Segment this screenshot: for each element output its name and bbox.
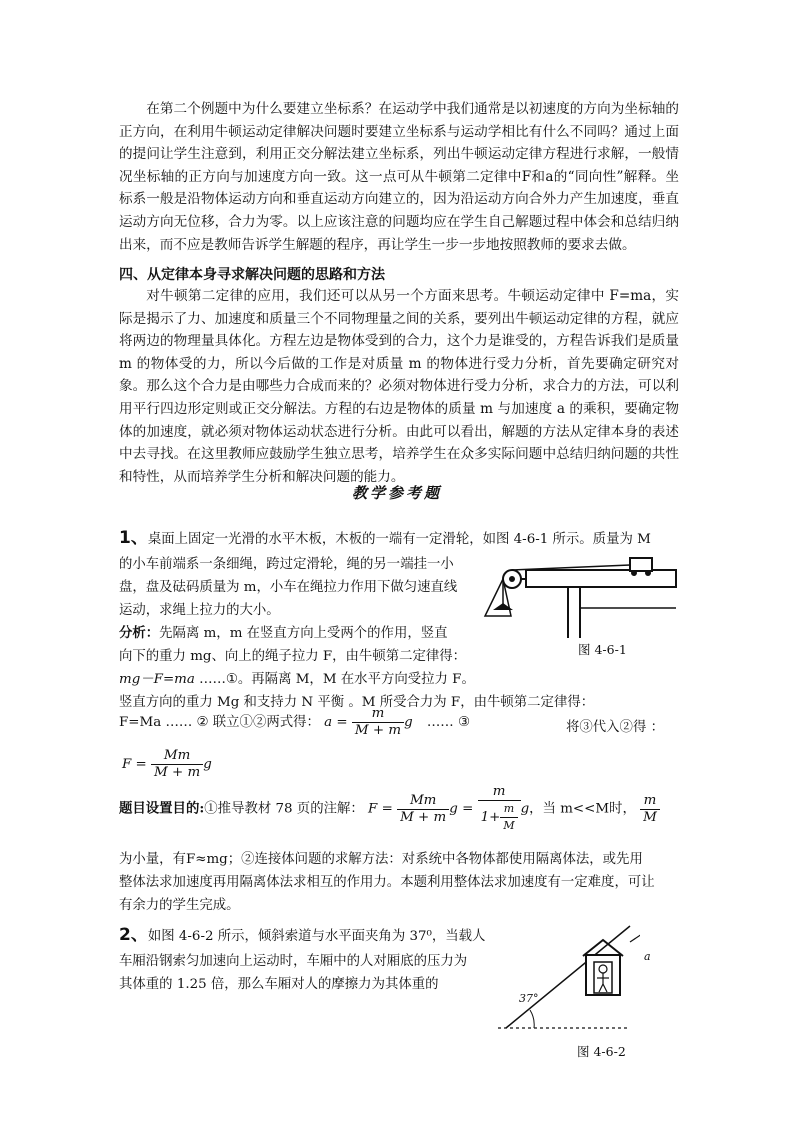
- q2-line3: 其体重的 1.25 倍，那么车厢对人的摩擦力为其体重的: [119, 977, 439, 992]
- F-result: F = $\frac{Mm}{M + m}$ g: [122, 748, 212, 780]
- purpose-line: 题目设置目的:①推导教材 78 页的注解： F = $\frac{Mm}{M + m}$ g = m 1+ $\frac{m}{M}$ g，当 m<<M时， $\frac{m}{M}$: [119, 784, 660, 834]
- analysis-label: 分析：: [119, 625, 160, 641]
- q1-analysis-line2: 向下的重力 mg、向上的绳子拉力 F，由牛顿第二定律得：: [119, 649, 467, 664]
- purpose-line3: 整体法求加速度再用隔离体法求相互的作用力。本题利用整体法求加速度有一定难度，可让: [119, 875, 655, 890]
- purpose-fraction-2: m 1+ $\frac{m}{M}$: [478, 784, 521, 834]
- m-over-M-fraction: $\frac{m}{M}$: [640, 793, 660, 826]
- purpose-text: ①推导教材 78 页的注解：: [204, 801, 364, 817]
- equation-2-tail: …… ② 联立①②两式得：: [161, 715, 320, 730]
- acceleration-label: a: [644, 950, 651, 963]
- figure-4-6-2-caption: 图 4-6-2: [577, 1044, 626, 1059]
- equation-2: F=Ma: [119, 715, 162, 730]
- q1-line4: 运动，求绳上拉力的大小。: [119, 603, 280, 618]
- q1-eq1-line: [119, 668, 475, 687]
- angle-label: 37°: [519, 992, 539, 1005]
- figure-4-6-2: [490, 918, 640, 1058]
- q1-analysis-line1: [119, 622, 448, 641]
- q1-line2: 的小车前端系一条细绳，跨过定滑轮，绳的另一端挂一小: [119, 557, 454, 572]
- purpose-label: 题目设置目的:: [119, 800, 205, 817]
- fraction-m-over-M-plus-m: $\frac{m}{M + m}$: [352, 706, 404, 739]
- q1-number: 1、: [119, 528, 148, 548]
- q2-line1: [119, 920, 485, 945]
- purpose-line4: 有余力的学生完成。: [119, 898, 240, 913]
- figure-4-6-1: [480, 548, 680, 638]
- q1-line3: 盘，盘及砝码质量为 m，小车在绳拉力作用下做匀速直线: [119, 580, 458, 595]
- fraction-Mm-over-M-plus-m: $\frac{Mm}{M + m}$: [151, 748, 203, 781]
- q1-text1: 桌面上固定一光滑的水平木板，木板的一端有一定滑轮，如图 4-6-1 所示。质量为 M: [147, 532, 651, 547]
- substitute-text: 将③代入②得 ：: [566, 720, 664, 735]
- q2-line2: 车厢沿钢索匀加速向上运动时，车厢中的人对厢底的压力为: [119, 954, 468, 969]
- section-heading: 四、从定律本身寻求解决问题的思路和方法: [119, 267, 385, 283]
- q1-eq2-line: F=Ma …… ② 联立①②两式得： a = $\frac{m}{M + m}$ g …… ③: [119, 706, 470, 738]
- analysis-text1: 先隔离 m，m 在竖直方向上受两个的作用，竖直: [159, 626, 448, 641]
- equation-3-mark: …… ③: [426, 715, 470, 730]
- reference-title: 教学参考题: [351, 484, 442, 502]
- purpose-line2: 为小量，有F≈mg；②连接体问题的求解方法：对系统中各物体都使用隔离体法，或先用: [119, 852, 643, 867]
- q1-vertical-line: 竖直方向的重力 Mg 和支持力 N 平衡 。M 所受合力为 F，由牛顿第二定律得：: [119, 695, 595, 710]
- purpose-fraction-1: $\frac{Mm}{M + m}$: [397, 793, 449, 826]
- q2-number: 2、: [119, 925, 148, 945]
- figure-4-6-1-caption: 图 4-6-1: [578, 642, 627, 657]
- section-paragraph: 对牛顿第二定律的应用，我们还可以从另一个方面来思考。牛顿运动定律中 F=ma，实际是揭示了力、加速度和质量三个不同物理量之间的关系，要列出牛顿运动定律的方程，就应将两边的物理量具体化。方程左边是物体受到的合力，这个力是谁受的，方程告诉我们是质量 m 的物体受的力，所以今后做的工作是对质量 m 的物体进行受力分析，首先要确定研究对象。那么这个合力是由哪些力合成而来的？必须对物体进行受力分析，求合力的方法，可以利用平行四边形定则或正交分解法。方程的右边是物体的质量 m 与加速度 a 的乘积，要确定物体的加速度，就必须对物体运动状态进行分析。由此可以看出，解题的方法从定律本身的表述中去寻找。在这里教师应鼓励学生独立思考，培养学生在众多实际问题中总结归纳问题的共性和特性，从而培养学生分析和解决问题的能力。: [119, 288, 679, 485]
- equation-1: mg－F=ma: [119, 672, 195, 687]
- intro-paragraph: 在第二个例题中为什么要建立坐标系？在运动学中我们通常是以初速度的方向为坐标轴的正方向，在利用牛顿运动定律解决问题时要建立坐标系与运动学相比有什么不同吗？通过上面的提问让学生注意到，利用正交分解法建立坐标系，列出牛顿运动定律方程进行求解，一般情况坐标轴的正方向与加速度方向一致。这一点可从牛顿第二定律中F和a的“同向性”解释。坐标系一般是沿物体运动方向和垂直运动方向建立的，因为沿运动方向合外力产生加速度，垂直运动方向无位移，合力为零。以上应该注意的问题均应在学生自己解题过程中体会和总结归纳出来，而不应是教师告诉学生解题的程序，再让学生一步一步地按照教师的要求去做。: [119, 101, 679, 253]
- equation-1-tail: ……①。再隔离 M，M 在水平方向受拉力 F。: [194, 672, 475, 687]
- q2-text1: 如图 4-6-2 所示，倾斜索道与水平面夹角为 37⁰，当载人: [147, 929, 486, 944]
- a-equals: a =: [324, 715, 348, 730]
- condition-text: ，当 m<<M时，: [529, 801, 636, 817]
- q1-line1: [119, 523, 651, 548]
